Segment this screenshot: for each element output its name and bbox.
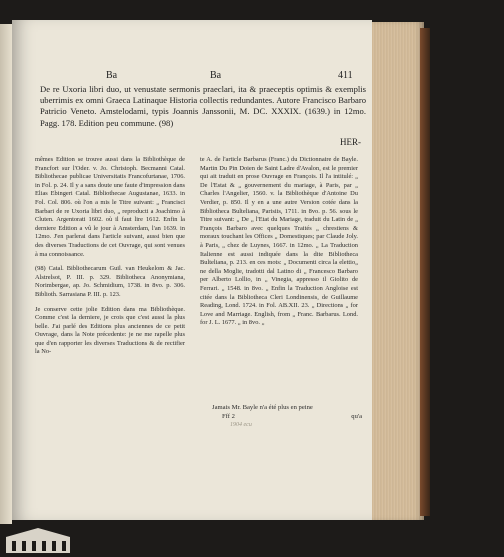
left-paragraph-2: Je conserve cette jolie Edition dans ma Bibliothèque. Comme c'est la derniere, je crois que c'est aussi la plus belle. J'ai parlé des Editions plus anciennes de ce petit Ouvrage, dans la Note précedente: je ne me rapelle plus que d'en rapporter les diverses Traductions & de rectifier la No-: [35, 305, 185, 356]
footnote-98: (98) Catal. Bibliothecarum Guil. van Heukelom & Jac. Alstrelsot, P. III. p. 329. Bibliotheca Anonymiana, Norimbergae, ap. Jo. Schmidium, 1738. in 8vo. p. 306. Biblioth. Sarrasiana P. III. p. 123.: [35, 265, 185, 298]
left-paragraph-1: mêmes Edition se trouve aussi dans la Bibliothèque de Francfort sur l'Oder. v. Jo. Christoph. Becmanni Catal. Bibliothecae publicae Universitatis Francofurtanae, 1706. in Fol. p. 24. Il y a sans doute une faute d'impression dans Elias Ebingeri Catal. Bibliothecae Augustanae, 1633. in Fol. Col. 806. où l'on a mis le Titre suivant: „ Francisci Barbari de re Uxoria libri duo, „ reproducti a Joachimo à Cluten. Argentorati 1602. où il faut lire 1612. Enfin la derniere Edition a vû le jour à Amsterdam, l'an 1639. in 12mo. J'en parlerai dans l'article suivant, aussi bien que des diverses Traductions de cet Ouvrage, qui sont venues à ma connoissance.: [35, 156, 185, 258]
catchword-bottom: qu'a: [351, 412, 362, 420]
book-cover-edge: [420, 28, 430, 516]
library-building-logo: [4, 527, 72, 555]
facing-page-edge: [0, 24, 12, 524]
page-number: 411: [338, 70, 353, 81]
running-head-center: Ba: [210, 70, 222, 81]
catchword-her: HER-: [340, 137, 361, 147]
running-head-left: Ba: [106, 70, 118, 81]
right-paragraph-2: Jamais Mr. Bayle n'a été plus en peine: [212, 404, 313, 411]
right-paragraph-1: te A. de l'article Barbarus (Franc.) du Dictionnaire de Bayle. Martin Du Pin Doien de Saint Ladre d'Avalon, est le premier qui ait traduit en prose Ouvrage en François. Il l'a intitulé: „ De l'Estat & „ gouvernement du mariage, à Paris, par „ Charles l'Angelier, 1560. v. la Bibliothèque d'Antoine Du Verdier, p. 850. Il y en a une autre Version cotée dans la Bibliotheca Bulteliana, Parisiis, 1711. in 8vo. p. 56. sous le Titre suivant: „ De „ l'Etat du Mariage, traduit du Latin de „ François Barbaro avec quelques Traités „ chrestiens & moraux touchant les Offices „ Domestiques; par Claude Joly. à Paris, „ chez de Luynes, 1667. in 12mo. „ La Traduction Italienne est aussi indiquée dans la dite Bibliotheca Bulteliana, p. 213. en ces mots: „ Documenti circa la elettio„ ne della Moglie, tradotti dal Latino di „ Francesco Barbaro per Alberto Lollio, in „ Vinegia, appresso il Giolito de Ferrari. „ 1548. in 8vo. „ Enfin la Traduction Angloise est citée dans la Bibliotheca Cleri Londinensis, de Guillaume Reading, Lond. 1724. in Fol. AB.XII. 23. „ Directions „ for Love and Marriage. English, from „ Franc. Barbarus. Lond. for J. L. 1677. „ in 8vo. „: [200, 156, 358, 327]
signature-mark: Fff 2: [222, 412, 235, 420]
entry-title-paragraph: De re Uxoria libri duo, ut venustate sermonis praeclari, ita & praeceptis optimis & exemplis uberrimis ex omni Graeca Latinaque Historia collectis redundantes. Autore Francisco Barbaro Patricio Veneto. Amstelodami, typis Joannis Janssonii, M. DC. XXXIX. (1639.) in 12mo. Pagg. 178. Edition peu commune. (98): [40, 84, 366, 128]
page-edges: [372, 22, 424, 520]
pencil-annotation: 1904 ecu: [230, 422, 252, 428]
right-column: [200, 156, 358, 334]
signature-line: [212, 404, 362, 421]
left-column: [35, 156, 185, 363]
